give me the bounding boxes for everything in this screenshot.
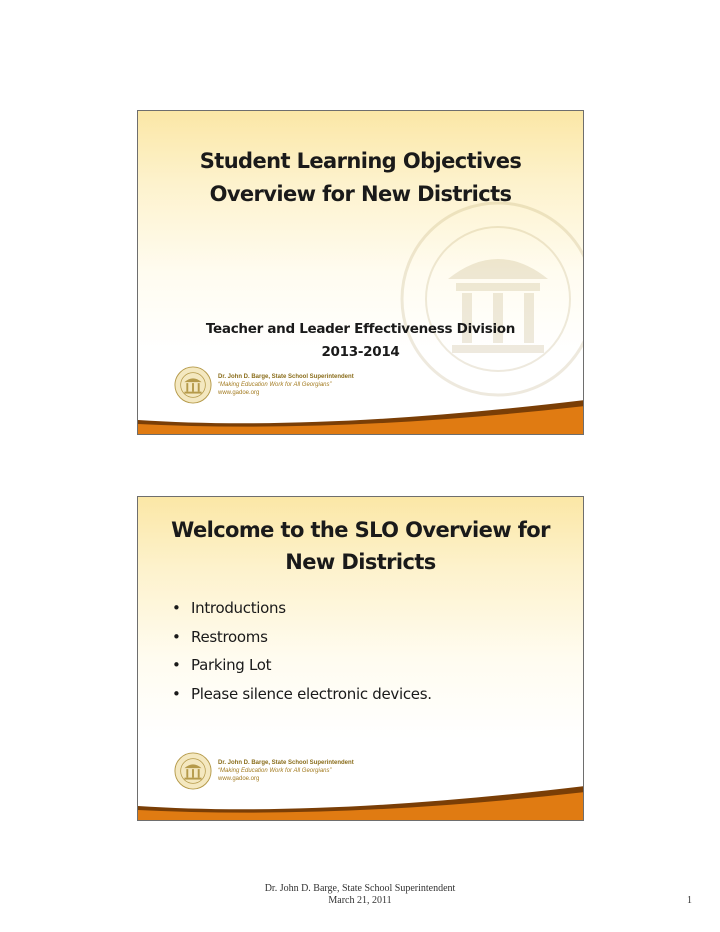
superintendent-name: Dr. John D. Barge, State School Superintendent bbox=[218, 760, 354, 766]
motto: “Making Education Work for All Georgians” bbox=[218, 382, 332, 388]
website-link[interactable]: www.gadoe.org bbox=[218, 390, 260, 396]
slide-1 bbox=[137, 110, 584, 435]
slide-title-line: Overview for New Districts bbox=[209, 182, 512, 206]
slide-title-line: Student Learning Objectives bbox=[199, 149, 522, 173]
slide-title-line: Welcome to the SLO Overview for bbox=[171, 518, 550, 542]
list-item: • Restrooms bbox=[172, 623, 432, 652]
slide-title bbox=[138, 145, 583, 211]
list-item: • Introductions bbox=[172, 594, 432, 623]
slide-2 bbox=[137, 496, 584, 821]
slide-title bbox=[138, 514, 583, 578]
superintendent-name: Dr. John D. Barge, State School Superintendent bbox=[218, 374, 354, 380]
page-footer-date: March 21, 2011 bbox=[328, 895, 392, 906]
page-footer bbox=[0, 883, 720, 907]
school-year: 2013-2014 bbox=[321, 344, 400, 360]
page-number: 1 bbox=[687, 895, 692, 906]
list-item: • Please silence electronic devices. bbox=[172, 680, 432, 709]
bullet-list bbox=[172, 594, 432, 708]
slide-footer bbox=[174, 750, 494, 798]
website-link[interactable]: www.gadoe.org bbox=[218, 776, 260, 782]
state-seal-icon bbox=[174, 366, 212, 404]
slide-subtitle bbox=[138, 318, 583, 364]
division-name: Teacher and Leader Effectiveness Division bbox=[205, 321, 516, 337]
motto: “Making Education Work for All Georgians” bbox=[218, 768, 332, 774]
page-footer-author: Dr. John D. Barge, State School Superintendent bbox=[264, 883, 456, 894]
slide-footer bbox=[174, 364, 494, 412]
list-item: • Parking Lot bbox=[172, 651, 432, 680]
state-seal-icon bbox=[174, 752, 212, 790]
slide-title-line: New Districts bbox=[285, 550, 436, 574]
